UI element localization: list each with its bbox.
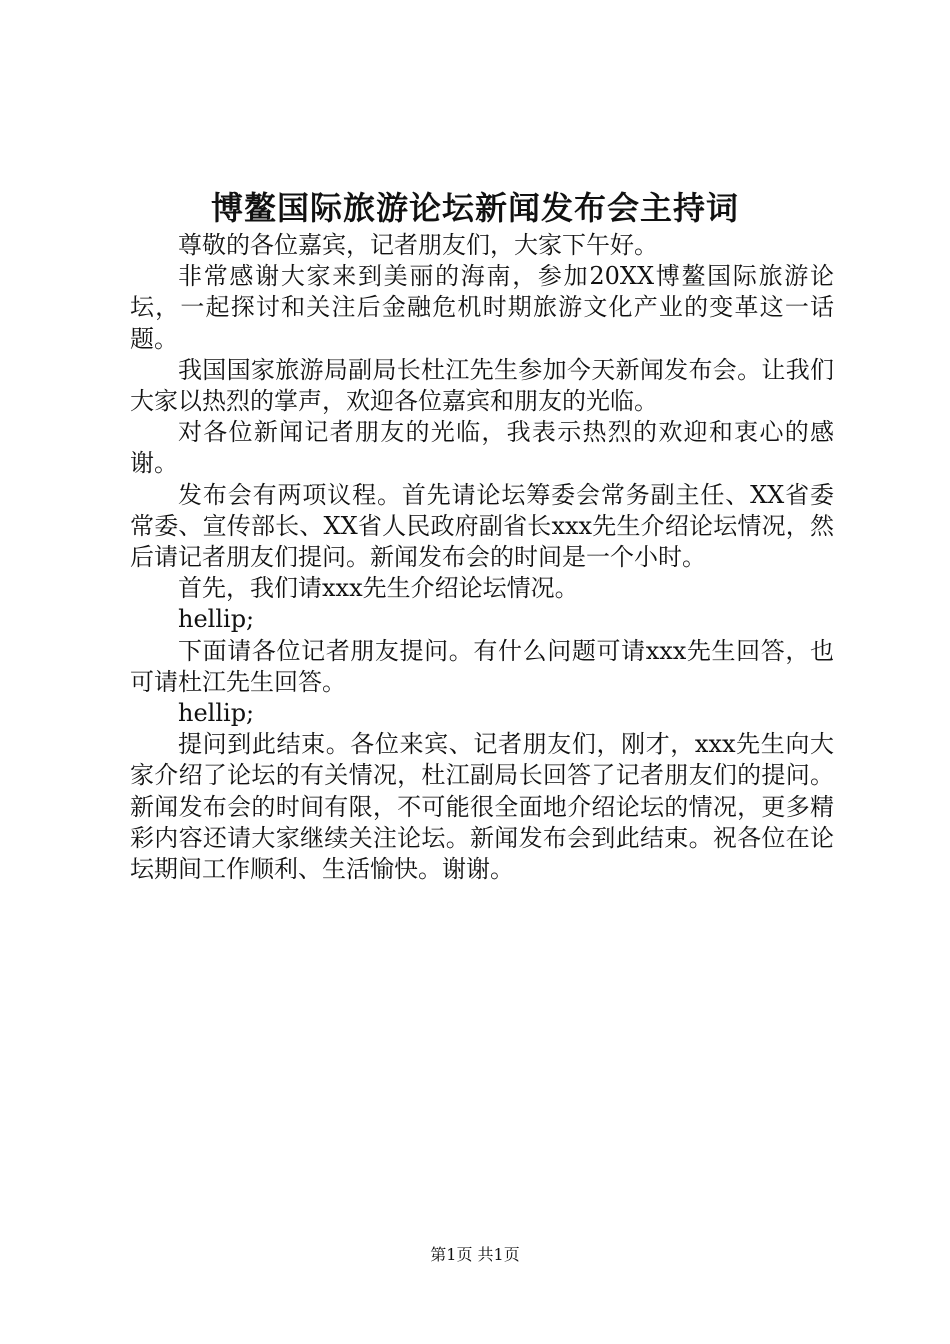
paragraph-ellipsis-1: hellip;: [178, 605, 255, 634]
paragraph-ellipsis-2: hellip;: [178, 699, 255, 728]
paragraph-agenda: 发布会有两项议程。首先请论坛筹委会常务副主任、XX省委常委、宣传部长、XX省人民政府副省长xxx先生介绍论坛情况，然后请记者朋友们提问。新闻发布会的时间是一个小时。: [130, 480, 834, 572]
paragraph-guest-intro: 我国国家旅游局副局长杜江先生参加今天新闻发布会。让我们大家以热烈的掌声，欢迎各位嘉宾和朋友的光临。: [130, 355, 834, 416]
document-body: [130, 230, 834, 885]
page-footer: 第1页 共1页: [430, 1245, 520, 1264]
paragraph-greeting: 尊敬的各位嘉宾，记者朋友们，大家下午好。: [178, 231, 658, 259]
paragraph-thanks: 非常感谢大家来到美丽的海南，参加20XX博鳌国际旅游论坛，一起探讨和关注后金融危机时期旅游文化产业的变革这一话题。: [130, 262, 834, 353]
paragraph-welcome-press: 对各位新闻记者朋友的光临，我表示热烈的欢迎和衷心的感谢。: [130, 418, 834, 478]
paragraph-questions: 下面请各位记者朋友提问。有什么问题可请xxx先生回答，也可请杜江先生回答。: [130, 636, 834, 696]
document-title: 博鳌国际旅游论坛新闻发布会主持词: [210, 189, 739, 227]
paragraph-first-speaker: 首先，我们请xxx先生介绍论坛情况。: [178, 574, 579, 603]
paragraph-closing: 提问到此结束。各位来宾、记者朋友们，刚才，xxx先生向大家介绍了论坛的有关情况，杜江副局长回答了记者朋友们的提问。新闻发布会的时间有限，不可能很全面地介绍论坛的情况，更多精彩内容还请大家继续关注论坛。新闻发布会到此结束。祝各位在论坛期间工作顺利、生活愉快。谢谢。: [130, 730, 834, 884]
